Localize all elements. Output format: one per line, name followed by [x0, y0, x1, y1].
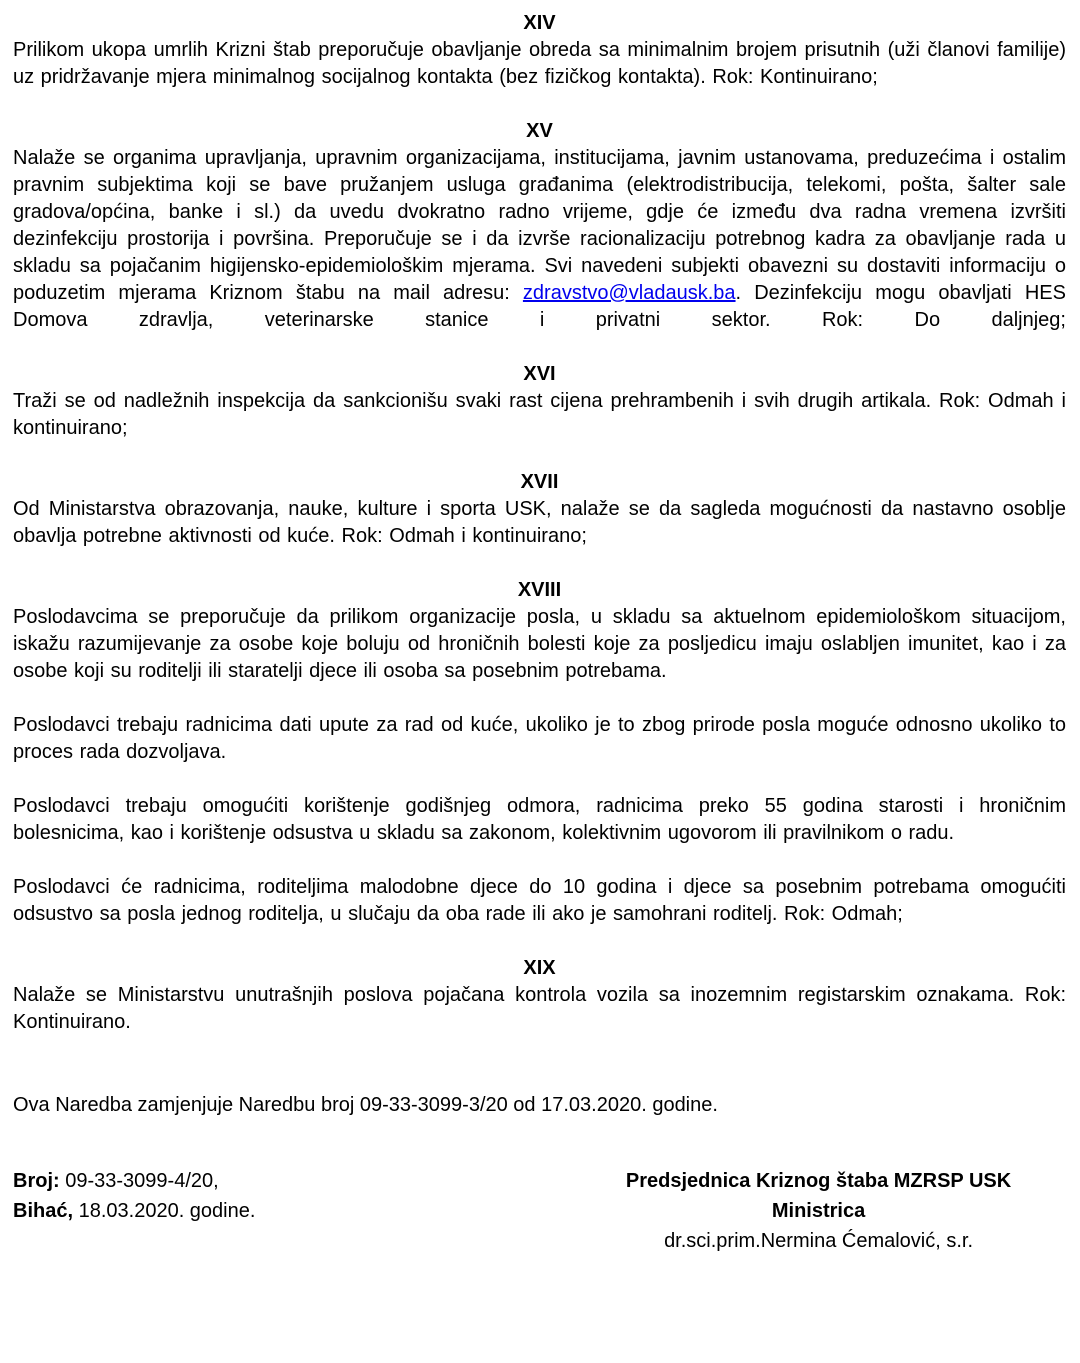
- city-label: Bihać,: [13, 1200, 74, 1222]
- place-date-line: [13, 1196, 255, 1226]
- paragraph-xvi-1: Traži se od nadležnih inspekcija da sankcionišu svaki rast cijena prehrambenih i svih drugih artikala. Rok: Odmah i kontinuirano;: [13, 390, 1066, 439]
- section-xiv: [13, 10, 1066, 91]
- paragraph-xviii-4: Poslodavci će radnicima, roditeljima malodobne djece do 10 godina i djece sa posebnim potrebama omogućiti odsustvo sa posla jednog roditelja, u slučaju da oba rade ili ako je samohrani roditelj. Rok: Odmah;: [13, 876, 1066, 925]
- signature-block: [571, 1166, 1066, 1256]
- section-xv: [13, 118, 1066, 334]
- section-heading-xvii: XVII: [520, 471, 559, 493]
- section-heading-xix: XIX: [523, 957, 556, 979]
- paragraph-xvii-1: Od Ministarstva obrazovanja, nauke, kulture i sporta USK, nalaže se da sagleda mogućnosti da nastavno osoblje obavlja potrebne aktivnosti od kuće. Rok: Odmah i kontinuirano;: [13, 498, 1066, 547]
- section-xviii: [13, 577, 1066, 928]
- signatory-title-line2: Ministrica: [771, 1200, 866, 1222]
- document-footer: [13, 1166, 1066, 1256]
- paragraph-xviii-2: Poslodavci trebaju radnicima dati upute za rad od kuće, ukoliko je to zbog prirode posla moguće odnosno ukoliko to proces rada dozvoljava.: [13, 714, 1066, 763]
- paragraph-xv-text-before-link: Nalaže se organima upravljanja, upravnim organizacijama, institucijama, javnim ustanovama, preduzećima i ostalim pravnim subjektima koji se bave pružanjem usluga građanima (elektrodistribucija, telekomi, pošta, šalter sale gradova/općina, banke i sl.) da uvedu dvokratno radno vrijeme, gdje će između dva radna vremena izvršiti dezinfekciju prostorija i površina. Preporučuje se i da izvrše racionalizaciju potrebnog kadra za obavljanje rada u skladu sa pojačanim higijensko-epidemiološkim mjerama. Svi navedeni subjekti obavezni su dostaviti informaciju o poduzetim mjerama Kriznom štabu na mail adresu:: [13, 147, 1066, 304]
- email-link[interactable]: zdravstvo@vladausk.ba: [522, 282, 736, 304]
- section-heading-xviii: XVIII: [517, 579, 562, 601]
- paragraph-xviii-3: Poslodavci trebaju omogućiti korištenje godišnjeg odmora, radnicima preko 55 godina starosti i hroničnim bolesnicima, kao i korištenje odsustva u skladu sa zakonom, kolektivnim ugovorom ili pravilnikom o radu.: [13, 795, 1066, 844]
- paragraph-xiv-1: Prilikom ukopa umrlih Krizni štab preporučuje obavljanje obreda sa minimalnim brojem prisutnih (uži članovi familije) uz pridržavanje mjera minimalnog socijalnog kontakta (bez fizičkog kontakta). Rok: Kontinuirano;: [13, 39, 1066, 88]
- section-heading-xvi: XVI: [523, 363, 556, 385]
- paragraph-xix-1: Nalaže se Ministarstvu unutrašnjih poslova pojačana kontrola vozila sa inozemnim registarskim oznakama. Rok: Kontinuirano.: [13, 984, 1066, 1033]
- section-xix: [13, 955, 1066, 1036]
- paragraph-xv-text-after-link: . Dezinfekciju mogu obavljati HES Domova zdravlja, veterinarske stanice i privatni sektor. Rok: Do daljnjeg;: [13, 282, 1066, 331]
- document-number-line: [13, 1166, 255, 1196]
- paragraph-xviii-1: Poslodavcima se preporučuje da prilikom organizacije posla, u skladu sa aktuelnom epidemiološkom situacijom, iskažu razumijevanje za osobe koje boluju od hroničnih bolesti koje za posljedicu imaju oslabljen imunitet, kao i za osobe koji su roditelji ili staratelji djece ili osoba sa posebnim potrebama.: [13, 606, 1066, 682]
- date-value: 18.03.2020. godine.: [78, 1200, 256, 1222]
- section-heading-xiv: XIV: [523, 12, 556, 34]
- section-xvii: [13, 469, 1066, 550]
- paragraph-xv-1: [13, 145, 1066, 334]
- signatory-title-line1: Predsjednica Kriznog štaba MZRSP USK: [625, 1170, 1012, 1192]
- closing-note: Ova Naredba zamjenjuje Naredbu broj 09-33-3099-3/20 od 17.03.2020. godine.: [13, 1094, 718, 1116]
- section-heading-xv: XV: [526, 120, 553, 142]
- signatory-name: dr.sci.prim.Nermina Ćemalović, s.r.: [664, 1230, 974, 1252]
- number-label: Broj:: [13, 1170, 60, 1192]
- number-value: 09-33-3099-4/20,: [65, 1170, 219, 1192]
- section-xvi: [13, 361, 1066, 442]
- footer-number-date-block: [13, 1166, 255, 1226]
